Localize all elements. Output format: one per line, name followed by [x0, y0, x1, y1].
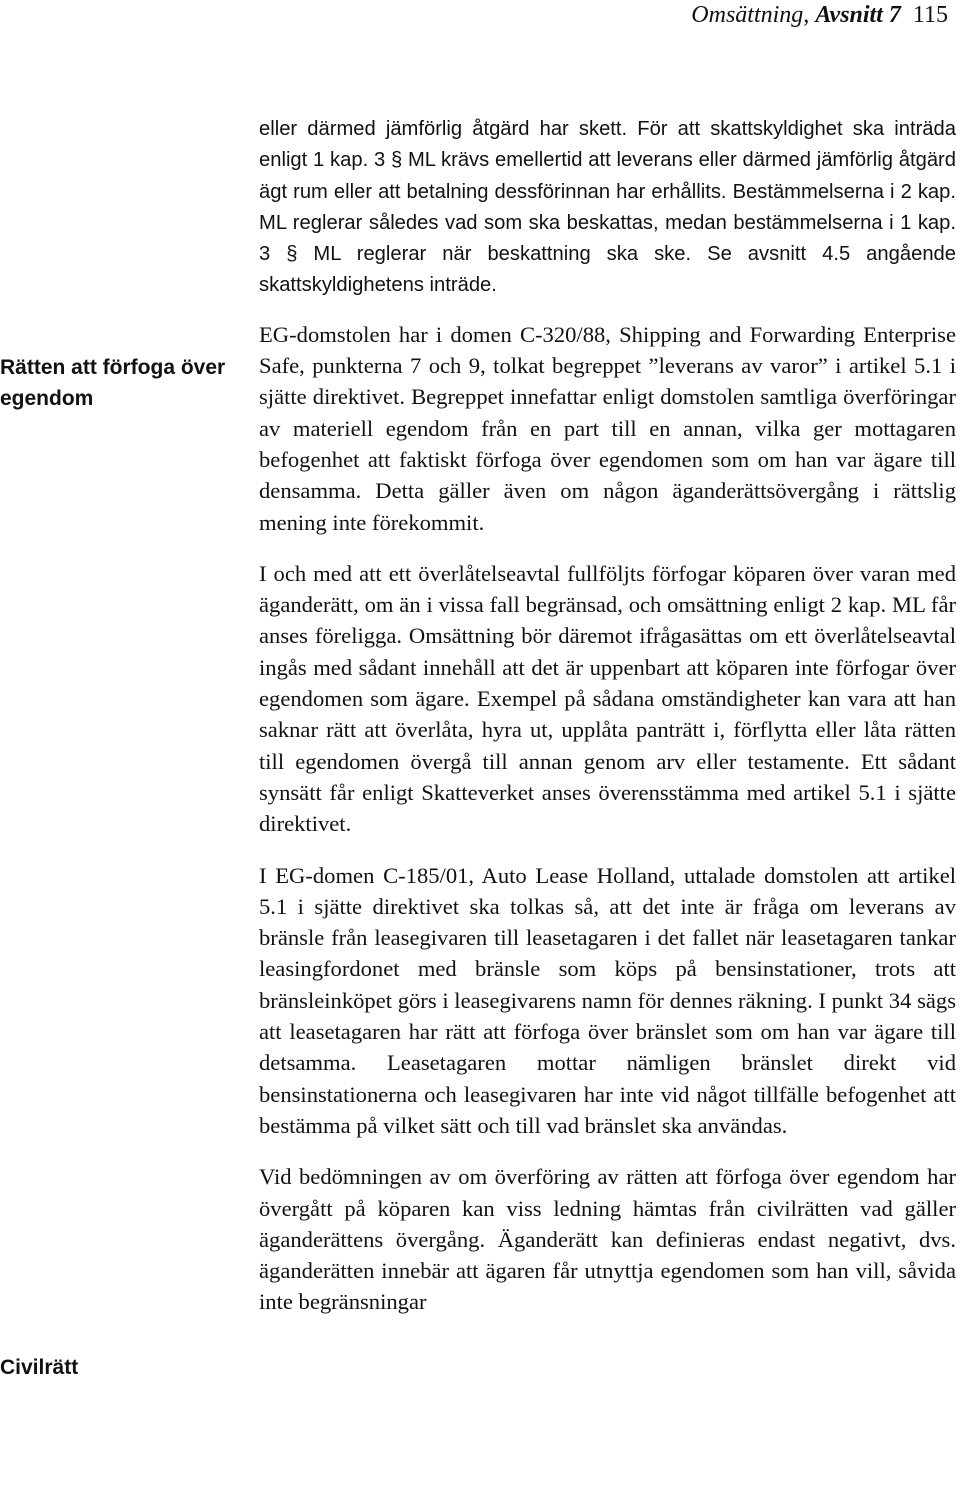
paragraph: EG-domstolen har i domen C-320/88, Shipping and Forwarding Enterprise Safe, punkterna 7 och 9, tolkat begreppet ”leverans av varor” i artikel 5.1 i sjätte direktivet. Begreppet innefattar enligt domstolen samtliga överföringar av materiell egendom från en part till en annan, vilka ger mottagaren befogenhet att faktiskt förfoga över egendomen som om han var ägare till densamma. Detta gäller även om någon äganderättsövergång i rättslig mening inte förekommit. [259, 321, 956, 535]
paragraph: I EG-domen C-185/01, Auto Lease Holland, uttalade domstolen att artikel 5.1 i sjätte direktivet ska tolkas så, att det inte är fråga om leverans av bränsle från leasegivaren till leasetagaren i det fallet när leasetagaren tankar leasingfordonet med bränsle som köps på bensinstationer, trots att bränsleinköpet görs i leasegivarens namn för dennes räkning. I punkt 34 sägs att leasetagaren har rätt att förfoga över bränslet som om han var ägare till detsamma. Leasetagaren mottar nämligen bränslet direkt vid bensinstationerna och leasegivaren har inte vid något tillfälle befogenhet att bestämma på vilket sätt och till vad bränslet ska användas. [259, 862, 956, 1138]
paragraph: I och med att ett överlåtelseavtal fullföljts förfogar köparen över varan med äganderätt, om än i vissa fall begränsad, och omsättning enligt 2 kap. ML får anses föreligga. Omsättning bör däremot ifrågasättas om ett överlåtelseavtal ingås med sådant innehåll att det är uppenbart att köparen inte förfogar över egendomen som ägare. Exempel på sådana omständigheter kan vara att han saknar rätt att överlåta, hyra ut, upplåta panträtt i, förflytta eller låta rätten till egendomen övergå till annan genom arv eller testamente. Ett sådant synsätt får enligt Skatteverket anses överensstämma med artikel 5.1 i sjätte direktivet. [259, 560, 956, 837]
margin-heading-ratten-att-forfoga: Rätten att förfoga över egendom [0, 356, 226, 410]
chapter-title: Omsättning, Avsnitt 7 [691, 2, 901, 28]
paragraph: eller därmed jämförlig åtgärd har skett. För att skattskyldighet ska inträda enligt 1 kap. 3 § ML krävs emellertid att leverans eller därmed jämförlig åtgärd ägt rum eller att betalning dessförinnan har erhållits. Bestämmelserna i 2 kap. ML reglerar således vad som ska beskattas, medan bestämmelserna i 1 kap. 3 § ML reglerar när beskattning ska ske. Se avsnitt 4.5 angående skattskyldighetens inträde. [259, 118, 956, 297]
running-header [691, 0, 948, 30]
body-text [259, 114, 956, 1338]
page-number: 115 [912, 2, 948, 28]
section-label: Avsnitt 7 [815, 2, 901, 28]
margin-heading-civilratt: Civilrätt [0, 1356, 79, 1379]
paragraph: Vid bedömningen av om överföring av rätten att förfoga över egendom har övergått på köparen kan viss ledning hämtas från civilrätten vad gäller äganderättens övergång. Äganderätt kan definieras endast negativt, dvs. äganderätten innebär att ägaren får utnyttja egendomen som han vill, såvida inte begränsningar [259, 1164, 956, 1315]
